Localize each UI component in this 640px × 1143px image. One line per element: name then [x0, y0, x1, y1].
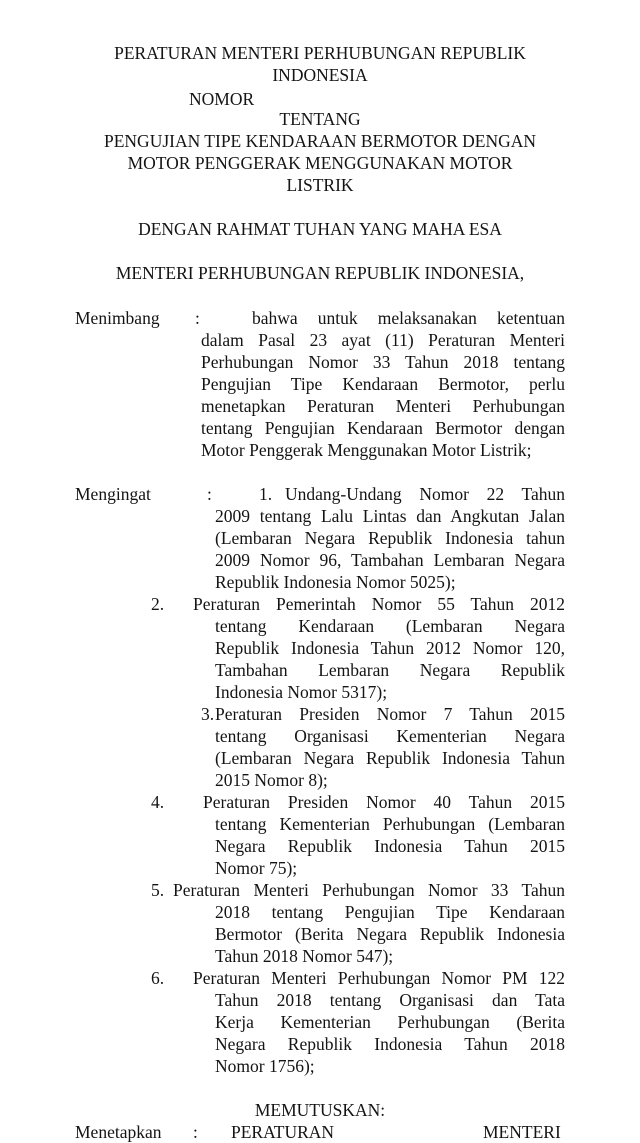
list-item-line: Bermotor (Berita Negara Republik Indonesia	[215, 924, 565, 944]
menimbang-line-4: Pengujian Tipe Kendaraan Bermotor, perlu	[201, 374, 565, 394]
list-item-line: Negara Republik Indonesia Tahun 2015	[215, 836, 565, 856]
list-item-number: 6.	[151, 968, 165, 988]
mengingat-colon: :	[207, 484, 212, 504]
list-item-line: 2009 tentang Lalu Lintas dan Angkutan Jalan	[215, 506, 565, 526]
list-item-line: Kerja Kementerian Perhubungan (Berita	[215, 1012, 565, 1032]
menetapkan-word-2: MENTERI	[483, 1122, 561, 1142]
list-item-line: Peraturan Menteri Perhubungan Nomor 33 Tahun	[173, 880, 565, 900]
menimbang-label: Menimbang	[75, 308, 160, 328]
list-item-line: Republik Indonesia Tahun 2012 Nomor 120,	[215, 638, 565, 658]
list-item-line: Tahun 2018 tentang Organisasi dan Tata	[215, 990, 565, 1010]
menetapkan-word-1: PERATURAN	[231, 1122, 335, 1142]
list-item-number: 4.	[151, 792, 165, 812]
list-item-line: Indonesia Nomor 5317);	[215, 682, 388, 702]
mengingat-label: Mengingat	[75, 484, 151, 504]
memutuskan-heading: MEMUTUSKAN:	[254, 1100, 386, 1120]
list-item-line: (Lembaran Negara Republik Indonesia tahun	[215, 528, 565, 548]
list-item-line: Undang-Undang Nomor 22 Tahun	[285, 484, 565, 504]
list-item-line: Peraturan Menteri Perhubungan Nomor PM 122	[193, 968, 565, 988]
list-item-line: Republik Indonesia Nomor 5025);	[215, 572, 456, 592]
list-item-number: 3.	[201, 704, 215, 724]
menetapkan-colon: :	[193, 1122, 198, 1142]
list-item-number: 1.	[259, 484, 273, 504]
list-item-line: Nomor 75);	[215, 858, 298, 878]
list-item-line: tentang Kementerian Perhubungan (Lembaran	[215, 814, 565, 834]
list-item-line: 2015 Nomor 8);	[215, 770, 328, 790]
list-item-line: Negara Republik Indonesia Tahun 2018	[215, 1034, 565, 1054]
subject-line-2: MOTOR PENGGERAK MENGGUNAKAN MOTOR	[127, 153, 513, 173]
list-item-line: Tambahan Lembaran Negara Republik	[215, 660, 565, 680]
list-item-line: Peraturan Pemerintah Nomor 55 Tahun 2012	[193, 594, 565, 614]
list-item-number: 5.	[151, 880, 165, 900]
menimbang-line-5: menetapkan Peraturan Menteri Perhubungan	[201, 396, 565, 416]
list-item-line: Peraturan Presiden Nomor 7 Tahun 2015	[215, 704, 565, 724]
nomor-label: NOMOR	[189, 89, 255, 109]
menimbang-line-1: bahwa untuk melaksanakan ketentuan	[252, 308, 565, 328]
list-item-line: Peraturan Presiden Nomor 40 Tahun 2015	[203, 792, 565, 812]
menimbang-line-7: Motor Penggerak Menggunakan Motor Listrik;	[201, 440, 532, 460]
menimbang-line-3: Perhubungan Nomor 33 Tahun 2018 tentang	[201, 352, 565, 372]
list-item-line: Nomor 1756);	[215, 1056, 315, 1076]
list-item-line: 2009 Nomor 96, Tambahan Lembaran Negara	[215, 550, 565, 570]
title-line-2: INDONESIA	[272, 65, 368, 85]
menimbang-line-6: tentang Pengujian Kendaraan Bermotor dengan	[201, 418, 565, 438]
list-item-line: (Lembaran Negara Republik Indonesia Tahun	[215, 748, 565, 768]
list-item-line: 2018 tentang Pengujian Tipe Kendaraan	[215, 902, 565, 922]
list-item-line: Tahun 2018 Nomor 547);	[215, 946, 394, 966]
menetapkan-label: Menetapkan	[75, 1122, 162, 1142]
title-line-1: PERATURAN MENTERI PERHUBUNGAN REPUBLIK	[114, 43, 526, 63]
menimbang-colon: :	[195, 308, 200, 328]
tentang-label: TENTANG	[279, 109, 361, 129]
list-item-line: tentang Kendaraan (Lembaran Negara	[215, 616, 565, 636]
subject-line-3: LISTRIK	[286, 175, 354, 195]
list-item-line: tentang Organisasi Kementerian Negara	[215, 726, 565, 746]
list-item-number: 2.	[151, 594, 165, 614]
rahmat-line: DENGAN RAHMAT TUHAN YANG MAHA ESA	[138, 219, 502, 239]
menteri-line: MENTERI PERHUBUNGAN REPUBLIK INDONESIA,	[115, 263, 525, 283]
menimbang-line-2: dalam Pasal 23 ayat (11) Peraturan Menteri	[201, 330, 565, 350]
subject-line-1: PENGUJIAN TIPE KENDARAAN BERMOTOR DENGAN	[104, 131, 536, 151]
